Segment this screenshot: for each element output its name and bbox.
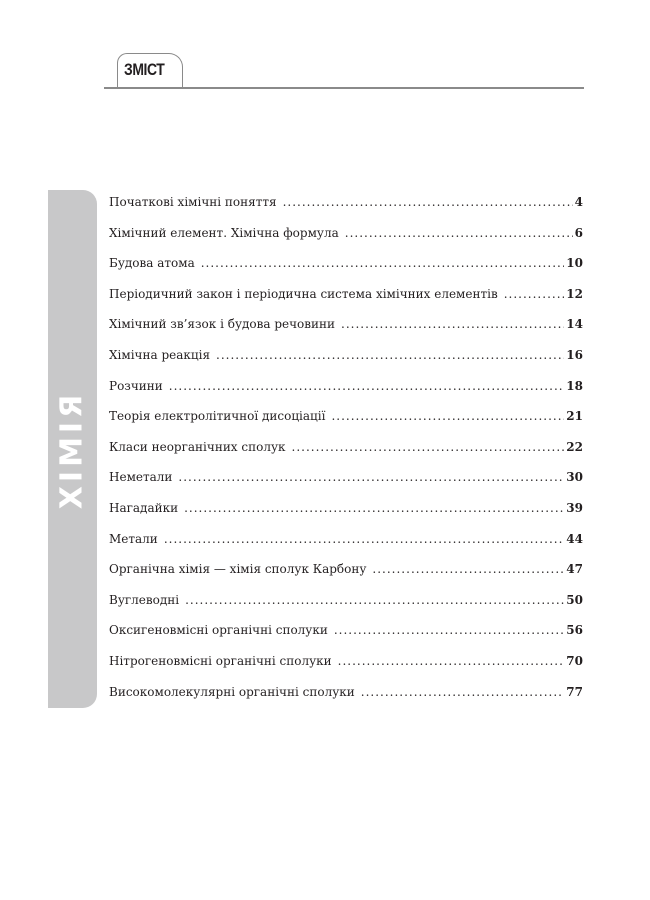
toc-entry-title: Нітрогеновмісні органічні сполуки bbox=[109, 653, 332, 668]
toc-leader-dots bbox=[164, 532, 564, 546]
toc-leader-dots bbox=[283, 195, 573, 209]
toc-entry[interactable] bbox=[109, 532, 583, 563]
toc-entry-title: Хімічний елемент. Хімічна формула bbox=[109, 225, 339, 240]
toc-entry[interactable] bbox=[109, 287, 583, 318]
toc-leader-dots bbox=[345, 226, 573, 240]
toc-entry[interactable] bbox=[109, 409, 583, 440]
toc-entry[interactable] bbox=[109, 226, 583, 257]
toc-entry[interactable] bbox=[109, 348, 583, 379]
header-divider bbox=[104, 87, 584, 89]
toc-entry[interactable] bbox=[109, 379, 583, 410]
toc-entry-page: 12 bbox=[566, 286, 583, 301]
toc-entry[interactable] bbox=[109, 654, 583, 685]
toc-entry-title: Розчини bbox=[109, 378, 163, 393]
toc-entry-page: 4 bbox=[574, 195, 583, 209]
toc-entry-page: 39 bbox=[566, 500, 583, 515]
toc-entry-title: Оксигеновмісні органічні сполуки bbox=[109, 623, 328, 638]
toc-leader-dots bbox=[372, 562, 564, 576]
toc-leader-dots bbox=[331, 409, 564, 423]
toc-leader-dots bbox=[185, 593, 564, 607]
toc-entry-title: Нагадайки bbox=[109, 500, 179, 515]
toc-leader-dots bbox=[292, 440, 565, 454]
toc-entry[interactable] bbox=[109, 195, 583, 226]
toc-entry-page: 77 bbox=[566, 684, 583, 699]
toc-entry-page: 50 bbox=[566, 592, 583, 607]
toc-entry-page: 6 bbox=[574, 225, 583, 240]
toc-entry-page: 47 bbox=[566, 562, 583, 577]
toc-entry[interactable] bbox=[109, 256, 583, 287]
toc-leader-dots bbox=[184, 501, 564, 515]
toc-entry-title: Будова атома bbox=[109, 256, 195, 271]
table-of-contents bbox=[109, 195, 583, 715]
toc-leader-dots bbox=[504, 287, 565, 301]
toc-entry-title: Вуглеводні bbox=[109, 592, 180, 607]
toc-entry-title: Органічна хімія — хімія сполук Карбону bbox=[109, 562, 367, 577]
toc-entry-page: 16 bbox=[566, 347, 583, 362]
toc-entry-page: 44 bbox=[566, 531, 583, 546]
toc-entry-page: 70 bbox=[566, 653, 583, 668]
toc-entry-page: 10 bbox=[566, 256, 583, 271]
toc-entry-title: Високомолекулярні органічні сполуки bbox=[109, 684, 355, 699]
toc-entry-title: Метали bbox=[109, 531, 158, 546]
toc-entry[interactable] bbox=[109, 685, 583, 716]
toc-entry-title: Хімічний зв’язок і будова речовини bbox=[109, 317, 336, 332]
toc-leader-dots bbox=[338, 654, 565, 668]
toc-entry-title: Класи неорганічних сполук bbox=[109, 439, 286, 454]
page-title: ЗМІСТ bbox=[124, 60, 165, 79]
toc-entry-title: Неметали bbox=[109, 470, 173, 485]
toc-entry[interactable] bbox=[109, 317, 583, 348]
toc-leader-dots bbox=[169, 379, 565, 393]
toc-entry-title: Теорія електролітичної дисоціації bbox=[109, 409, 326, 424]
toc-entry[interactable] bbox=[109, 562, 583, 593]
toc-entry[interactable] bbox=[109, 501, 583, 532]
toc-leader-dots bbox=[361, 685, 565, 699]
toc-entry-page: 22 bbox=[566, 439, 583, 454]
toc-entry-page: 21 bbox=[566, 409, 583, 424]
toc-leader-dots bbox=[334, 623, 564, 637]
toc-leader-dots bbox=[178, 470, 564, 484]
section-side-label: ХІМІЯ bbox=[54, 390, 90, 510]
toc-leader-dots bbox=[341, 317, 564, 331]
toc-leader-dots bbox=[216, 348, 564, 362]
toc-entry[interactable] bbox=[109, 440, 583, 471]
toc-entry[interactable] bbox=[109, 593, 583, 624]
toc-entry[interactable] bbox=[109, 470, 583, 501]
toc-entry-page: 30 bbox=[566, 470, 583, 485]
toc-leader-dots bbox=[201, 256, 565, 270]
toc-entry-title: Періодичний закон і періодична система хімічних елементів bbox=[109, 286, 498, 301]
toc-entry-page: 18 bbox=[566, 378, 583, 393]
toc-entry-page: 56 bbox=[566, 623, 583, 638]
toc-entry-title: Початкові хімічні поняття bbox=[109, 195, 277, 209]
toc-entry[interactable] bbox=[109, 623, 583, 654]
toc-entry-page: 14 bbox=[566, 317, 583, 332]
toc-entry-title: Хімічна реакція bbox=[109, 347, 211, 362]
